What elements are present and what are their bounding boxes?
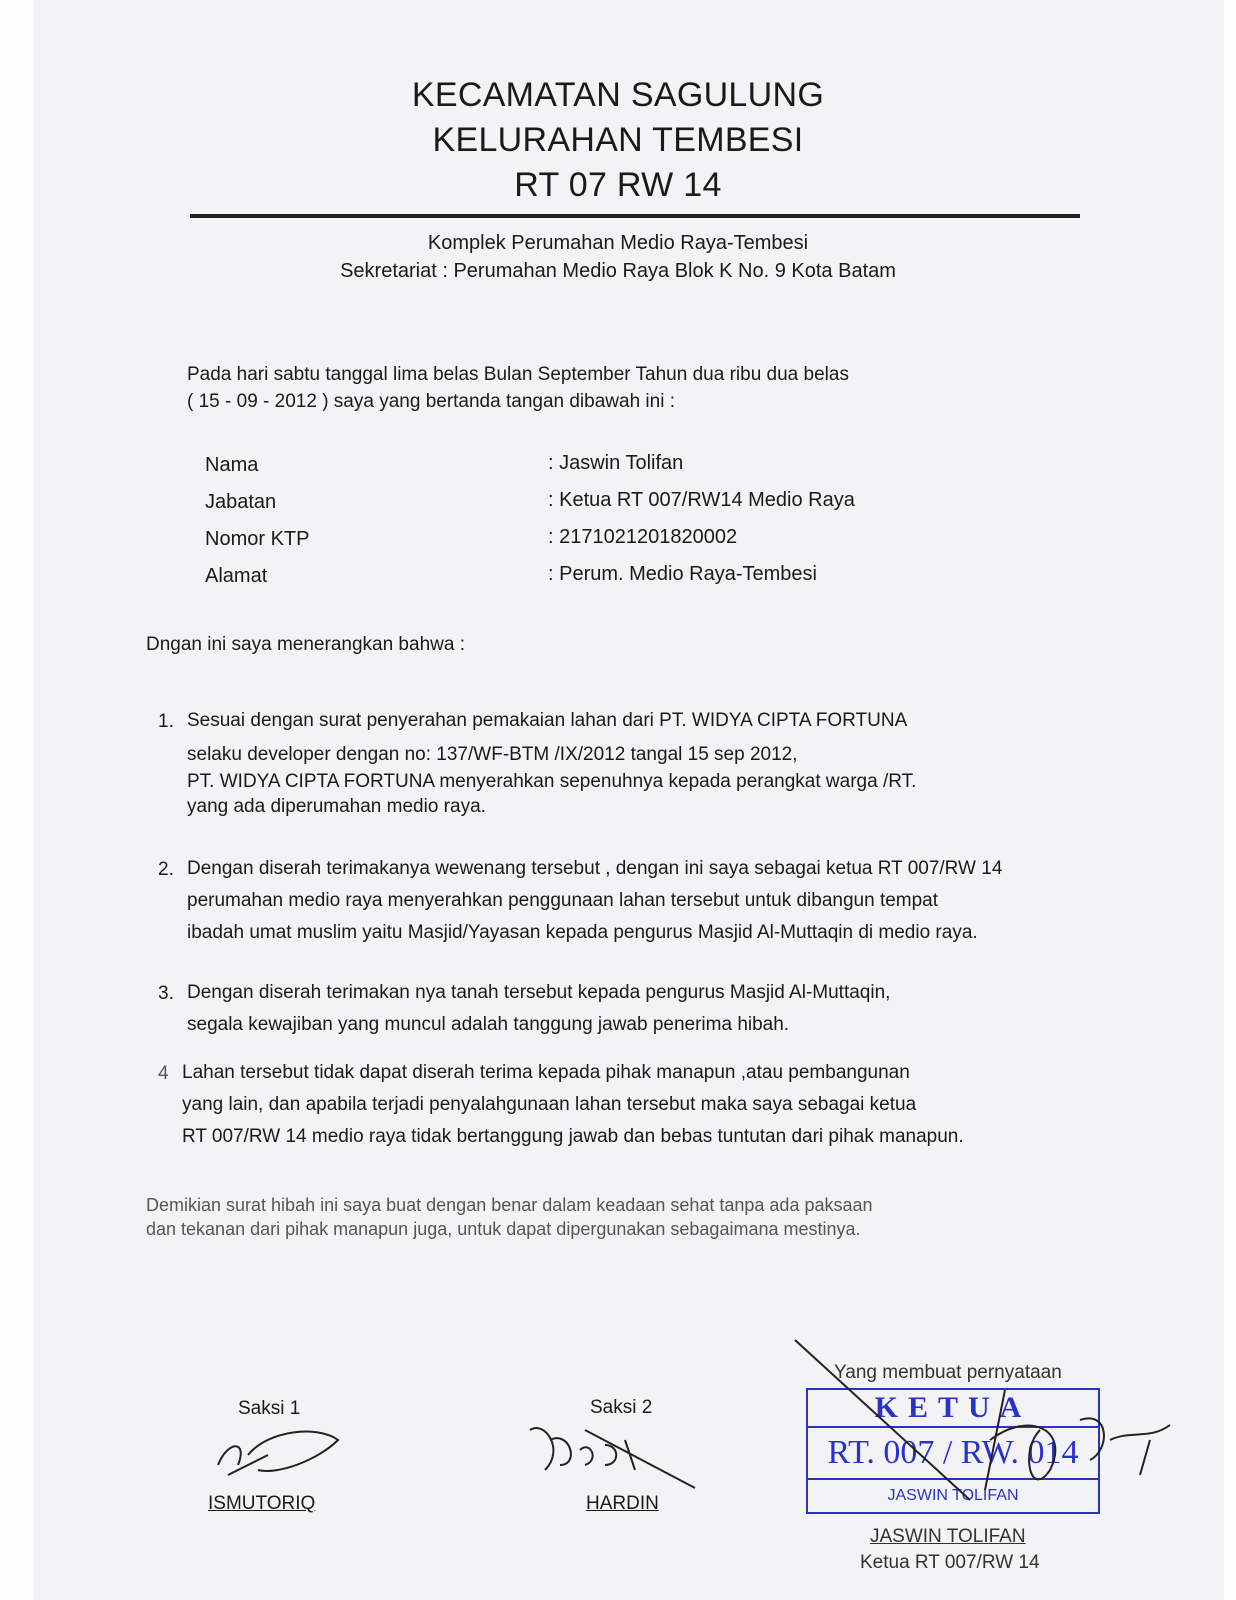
- point-line: RT 007/RW 14 medio raya tidak bertanggung jawab dan bebas tuntutan dari pihak manapun.: [182, 1126, 964, 1147]
- witness-2-title: Saksi 2: [590, 1397, 653, 1418]
- witness-1-signature: [198, 1420, 358, 1490]
- point-line: Lahan tersebut tidak dapat diserah terima kepada pihak manapun ,atau pembangunan: [182, 1062, 910, 1083]
- header-kelurahan: KELURAHAN TEMBESI: [432, 121, 804, 159]
- point-number: 3.: [158, 983, 174, 1004]
- identity-value: : Jaswin Tolifan: [548, 452, 684, 474]
- intro-line-1: Pada hari sabtu tanggal lima belas Bulan September Tahun dua ribu dua belas: [187, 364, 849, 385]
- point-number: 4: [158, 1063, 169, 1084]
- point-line: perumahan medio raya menyerahkan penggunaan lahan tersebut untuk dibangun tempat: [187, 890, 939, 911]
- point-line: yang ada diperumahan medio raya.: [187, 796, 486, 817]
- maker-title: Yang membuat pernyataan: [834, 1362, 1062, 1383]
- witness-2-name: HARDIN: [586, 1493, 659, 1514]
- witness-1-title: Saksi 1: [238, 1398, 301, 1419]
- statement-intro: Dngan ini saya menerangkan bahwa :: [146, 634, 465, 655]
- maker-position: Ketua RT 007/RW 14: [860, 1552, 1040, 1573]
- identity-label: Alamat: [205, 565, 268, 587]
- identity-label: Nomor KTP: [205, 528, 310, 550]
- point-line: ibadah umat muslim yaitu Masjid/Yayasan kepada pengurus Masjid Al-Muttaqin di medio raya.: [187, 922, 978, 943]
- identity-value: : 2171021201820002: [548, 526, 738, 548]
- witness-1-name: ISMUTORIQ: [208, 1493, 316, 1514]
- header-rt-rw: RT 07 RW 14: [514, 166, 722, 204]
- intro-line-2: ( 15 - 09 - 2012 ) saya yang bertanda tangan dibawah ini :: [187, 391, 675, 412]
- header-divider: [190, 214, 1080, 218]
- maker-name: JASWIN TOLIFAN: [870, 1526, 1026, 1547]
- address-line-1: Komplek Perumahan Medio Raya-Tembesi: [427, 232, 809, 254]
- identity-label: Jabatan: [205, 491, 277, 513]
- identity-value: : Perum. Medio Raya-Tembesi: [548, 563, 817, 585]
- closing-line-2: dan tekanan dari pihak manapun juga, untuk dapat dipergunakan sebagaimana mestinya.: [146, 1219, 861, 1239]
- point-line: Dengan diserah terimakanya wewenang tersebut , dengan ini saya sebagai ketua RT 007/RW 14: [187, 858, 1003, 879]
- point-line: PT. WIDYA CIPTA FORTUNA menyerahkan sepenuhnya kepada perangkat warga /RT.: [187, 771, 917, 792]
- witness-2-signature: [525, 1420, 700, 1490]
- point-line: selaku developer dengan no: 137/WF-BTM /IX/2012 tangal 15 sep 2012,: [187, 744, 798, 765]
- address-line-2: Sekretariat : Perumahan Medio Raya Blok K No. 9 Kota Batam: [340, 260, 896, 282]
- header-kecamatan: KECAMATAN SAGULUNG: [411, 76, 825, 114]
- identity-label: Nama: [205, 454, 259, 476]
- point-line: Dengan diserah terimakan nya tanah tersebut kepada pengurus Masjid Al-Muttaqin,: [187, 982, 891, 1003]
- point-number: 1.: [158, 711, 174, 732]
- stamp-name: JASWIN TOLIFAN: [887, 1487, 1019, 1504]
- identity-value: : Ketua RT 007/RW14 Medio Raya: [548, 489, 855, 511]
- closing-line-1: Demikian surat hibah ini saya buat dengan benar dalam keadaan sehat tanpa ada paksaan: [146, 1195, 873, 1215]
- point-number: 2.: [158, 859, 174, 880]
- stamp-title: KETUA: [808, 1390, 1098, 1428]
- point-line: yang lain, dan apabila terjadi penyalahgunaan lahan tersebut maka saya sebagai ketua: [182, 1094, 917, 1115]
- maker-signature: [790, 1330, 1190, 1520]
- stamp-rt-rw: RT. 007 / RW. 014: [808, 1428, 1098, 1480]
- point-line: Sesuai dengan surat penyerahan pemakaian lahan dari PT. WIDYA CIPTA FORTUNA: [187, 710, 908, 731]
- point-line: segala kewajiban yang muncul adalah tanggung jawab penerima hibah.: [187, 1014, 790, 1035]
